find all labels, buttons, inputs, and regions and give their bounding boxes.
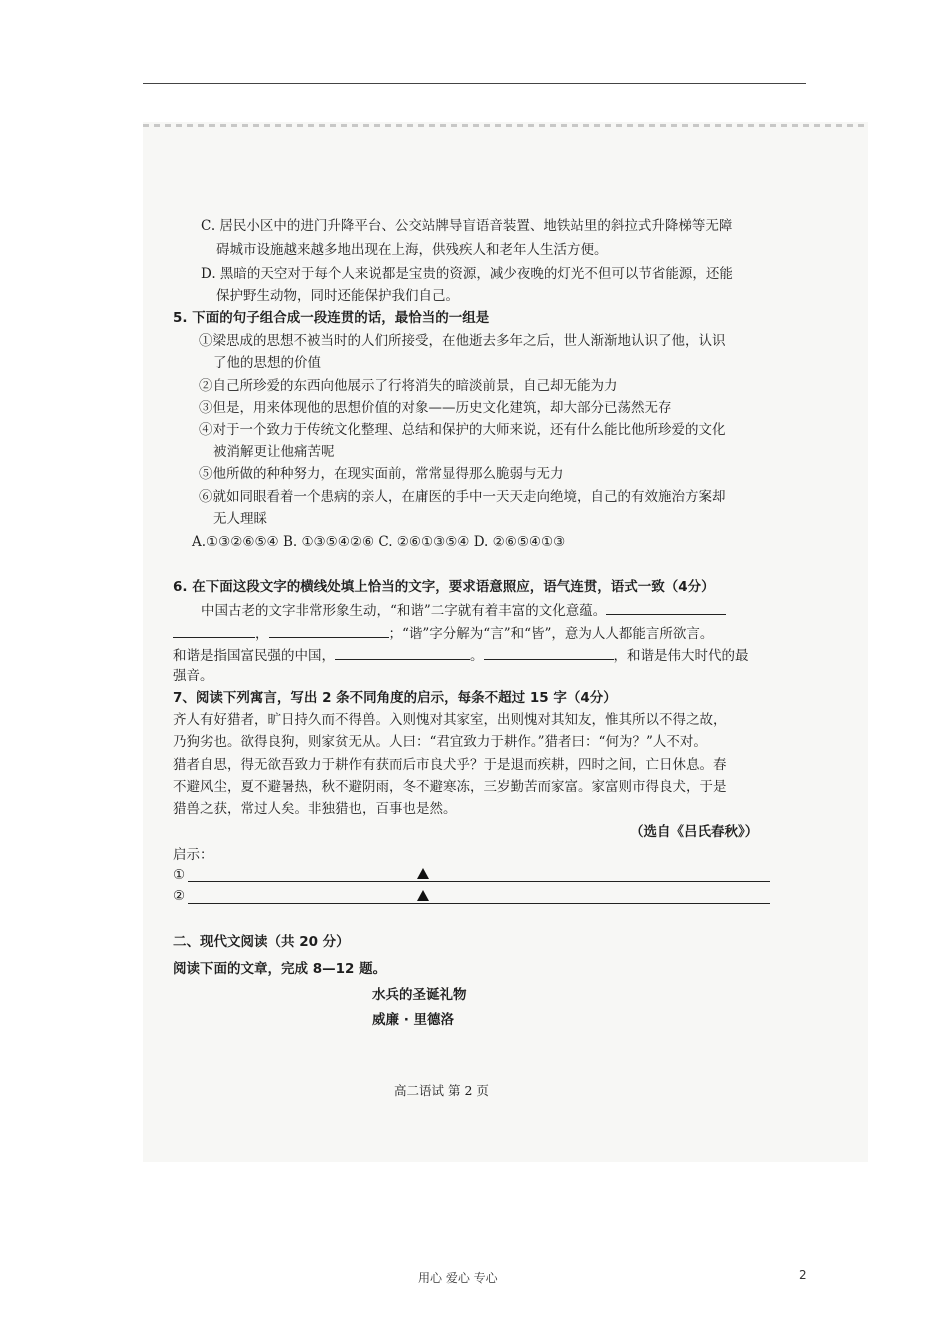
triangle-marker-icon [417,890,429,901]
q7-stem: 7、阅读下列寓言，写出 2 条不同角度的启示，每条不超过 15 字（4分） [173,690,617,706]
q5-sentence-1b: 了他的思想的价值 [213,355,321,371]
q5-sentence-5: ⑤他所做的种种努力，在现实面前，常常显得那么脆弱与无力 [199,466,564,482]
article-title: 水兵的圣诞礼物 [372,987,467,1003]
q5-sentence-6b: 无人理睬 [213,511,267,527]
q6-blank-1[interactable] [606,600,726,615]
q7-fable-line5: 猎兽之获，常过人矣。非独猎也，百事也是然。 [173,801,457,817]
scan-edge-noise [143,124,868,127]
article-author: 威廉 · 里德洛 [372,1012,455,1028]
q5-sentence-1a: ①梁思成的思想不被当时的人们所接受，在他逝去多年之后，世人渐渐地认识了他，认识 [199,333,726,349]
q6-stem: 6. 在下面这段文字的横线处填上恰当的文字，要求语意照应，语气连贯，语式一致（4分） [173,579,715,595]
q6-line2: ， ；“谐”字分解为“言”和“皆”，意为人人都能言所欲言。 [173,623,713,643]
q7-answer-label-2: ② [173,888,186,904]
q5-sentence-3: ③但是，用来体现他的思想价值的对象——历史文化建筑，却大部分已荡然无存 [199,400,672,416]
q6-line1 [173,600,726,620]
q7-answer-line-1[interactable] [188,881,770,882]
q7-prompt: 启示： [173,847,214,863]
option-c-line2: 碍城市设施越来越多地出现在上海，供残疾人和老年人生活方便。 [216,242,608,258]
triangle-marker-icon [417,868,429,879]
header-rule [143,83,806,84]
q6-blank-4[interactable] [335,645,470,660]
q7-answer-line-2[interactable] [188,903,770,904]
q7-fable-line2: 乃狗劣也。欲得良狗，则家贫无从。人曰：“君宜致力于耕作。”猎者曰：“何为？”人不对。 [173,734,707,750]
q6-text2: ；“谐”字分解为“言”和“皆”，意为人人都能言所欲言。 [388,626,714,642]
q6-text3c: ，和谐是伟大时代的最 [613,648,749,664]
q5-stem: 5. 下面的句子组合成一段连贯的话，最恰当的一组是 [173,310,490,326]
q5-sentence-6a: ⑥就如同眼看着一个患病的亲人，在庸医的手中一天天走向绝境，自己的有效施治方案却 [199,489,726,505]
q6-line3 [173,645,749,665]
q7-fable-line4: 不避风尘，夏不避暑热，秋不避阴雨，冬不避寒冻，三岁勤苦而家富。家富则市得良犬，于是 [173,779,727,795]
q5-sentence-4a: ④对于一个致力于传统文化整理、总结和保护的大师来说，还有什么能比他所珍爱的文化 [199,422,726,438]
section2-title: 二、现代文阅读（共 20 分） [173,934,350,950]
exam-page-label: 高二语试 第 2 页 [394,1083,489,1098]
option-c-line1: C. 居民小区中的进门升降平台、公交站牌导盲语音装置、地铁站里的斜拉式升降梯等无障 [201,218,733,234]
option-d-line2: 保护野生动物，同时还能保护我们自己。 [216,288,459,304]
q6-blank-5[interactable] [484,645,614,660]
q5-sentence-2: ②自己所珍爱的东西向他展示了行将消失的暗淡前景，自己却无能为力 [199,378,618,394]
q5-options: A.①③②⑥⑤④ B. ①③⑤④②⑥ C. ②⑥①③⑤④ D. ②⑥⑤④①③ [192,534,566,550]
q6-line4: 强音。 [173,668,214,684]
q7-source: （选自《吕氏春秋》） [630,824,759,840]
section2-instruction: 阅读下面的文章，完成 8—12 题。 [173,961,387,977]
option-d-line1: D. 黑暗的天空对于每个人来说都是宝贵的资源，减少夜晚的灯光不但可以节省能源，还能 [201,266,733,282]
q5-sentence-4b: 被消解更让他痛苦呢 [213,444,335,460]
q6-blank-3[interactable] [269,623,389,638]
q7-fable-line3: 猎者自思，得无欲吾致力于耕作有获而后市良犬乎？于是退而疾耕，四时之间，亡日休息。春 [173,757,727,773]
footer-slogan: 用心 爱心 专心 [418,1271,498,1285]
q6-text3b: 。 [470,648,484,664]
footer-page-number: 2 [799,1268,807,1282]
q6-text1: 中国古老的文字非常形象生动，“和谐”二字就有着丰富的文化意蕴。 [201,603,607,619]
q6-blank-2[interactable] [173,623,255,638]
q7-answer-label-1: ① [173,867,186,883]
q7-fable-line1: 齐人有好猎者，旷日持久而不得兽。入则愧对其家室，出则愧对其知友，惟其所以不得之故， [173,712,727,728]
q6-text3a: 和谐是指国富民强的中国， [173,648,335,664]
